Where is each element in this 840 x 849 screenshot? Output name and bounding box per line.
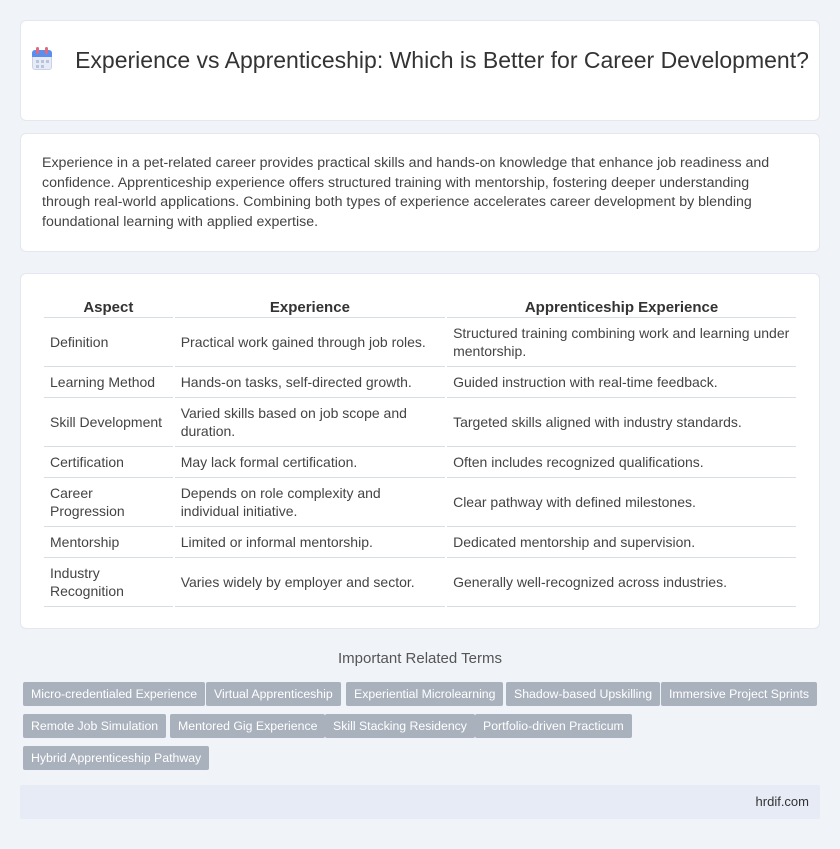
related-terms-heading: Important Related Terms: [338, 650, 502, 667]
related-term-tag[interactable]: Virtual Apprenticeship: [206, 682, 341, 706]
table-row: [44, 398, 796, 447]
intro-paragraph: Experience in a pet-related career provides practical skills and hands-on knowledge that enhance job readiness and confidence. Apprenticeship experience offers structured training with mentorship, fostering deeper understanding through real-world applications. Combining both types of experience accelerates career development by blending foundational learning with applied expertise.: [42, 155, 770, 230]
calendar-icon: [31, 47, 53, 71]
page-title: Experience vs Apprenticeship: Which is Better for Career Development?: [75, 47, 809, 73]
table-row: [44, 478, 796, 527]
apprenticeship-cell: Dedicated mentorship and supervision.: [447, 527, 796, 558]
table-row: [44, 527, 796, 558]
header-apprenticeship: Apprenticeship Experience: [447, 296, 796, 318]
intro-card: [20, 133, 820, 252]
related-term-tag[interactable]: Skill Stacking Residency: [325, 714, 475, 738]
apprenticeship-cell: Structured training combining work and learning under mentorship.: [447, 318, 796, 367]
related-term-tag[interactable]: Hybrid Apprenticeship Pathway: [23, 746, 209, 770]
related-term-tag[interactable]: Mentored Gig Experience: [170, 714, 325, 738]
related-term-tag[interactable]: Micro-credentialed Experience: [23, 682, 205, 706]
experience-cell: Varies widely by employer and sector.: [175, 558, 445, 607]
table-row: [44, 447, 796, 478]
footer: [20, 785, 820, 819]
related-term-tag[interactable]: Portfolio-driven Practicum: [475, 714, 632, 738]
header-experience: Experience: [175, 296, 445, 318]
experience-cell: Hands-on tasks, self-directed growth.: [175, 367, 445, 398]
table-row: [44, 318, 796, 367]
comparison-table-card: [20, 273, 820, 629]
aspect-cell: Definition: [44, 318, 173, 367]
experience-cell: Depends on role complexity and individual initiative.: [175, 478, 445, 527]
table-row: [44, 367, 796, 398]
related-term-tag[interactable]: Remote Job Simulation: [23, 714, 166, 738]
aspect-cell: Mentorship: [44, 527, 173, 558]
title-card: [20, 20, 820, 121]
table-header-row: [44, 296, 796, 318]
aspect-cell: Career Progression: [44, 478, 173, 527]
experience-cell: May lack formal certification.: [175, 447, 445, 478]
aspect-cell: Skill Development: [44, 398, 173, 447]
related-term-tag[interactable]: Experiential Microlearning: [346, 682, 503, 706]
apprenticeship-cell: Generally well-recognized across industries.: [447, 558, 796, 607]
aspect-cell: Certification: [44, 447, 173, 478]
related-term-tag[interactable]: Shadow-based Upskilling: [506, 682, 660, 706]
aspect-cell: Industry Recognition: [44, 558, 173, 607]
header-aspect: Aspect: [44, 296, 173, 318]
apprenticeship-cell: Clear pathway with defined milestones.: [447, 478, 796, 527]
comparison-table: [42, 296, 798, 607]
footer-site-link[interactable]: hrdif.com: [755, 794, 809, 809]
experience-cell: Varied skills based on job scope and duration.: [175, 398, 445, 447]
page-title-wrap: [21, 45, 819, 75]
aspect-cell: Learning Method: [44, 367, 173, 398]
apprenticeship-cell: Guided instruction with real-time feedback.: [447, 367, 796, 398]
table-row: [44, 558, 796, 607]
experience-cell: Limited or informal mentorship.: [175, 527, 445, 558]
apprenticeship-cell: Often includes recognized qualifications.: [447, 447, 796, 478]
related-term-tag[interactable]: Immersive Project Sprints: [661, 682, 817, 706]
apprenticeship-cell: Targeted skills aligned with industry standards.: [447, 398, 796, 447]
experience-cell: Practical work gained through job roles.: [175, 318, 445, 367]
